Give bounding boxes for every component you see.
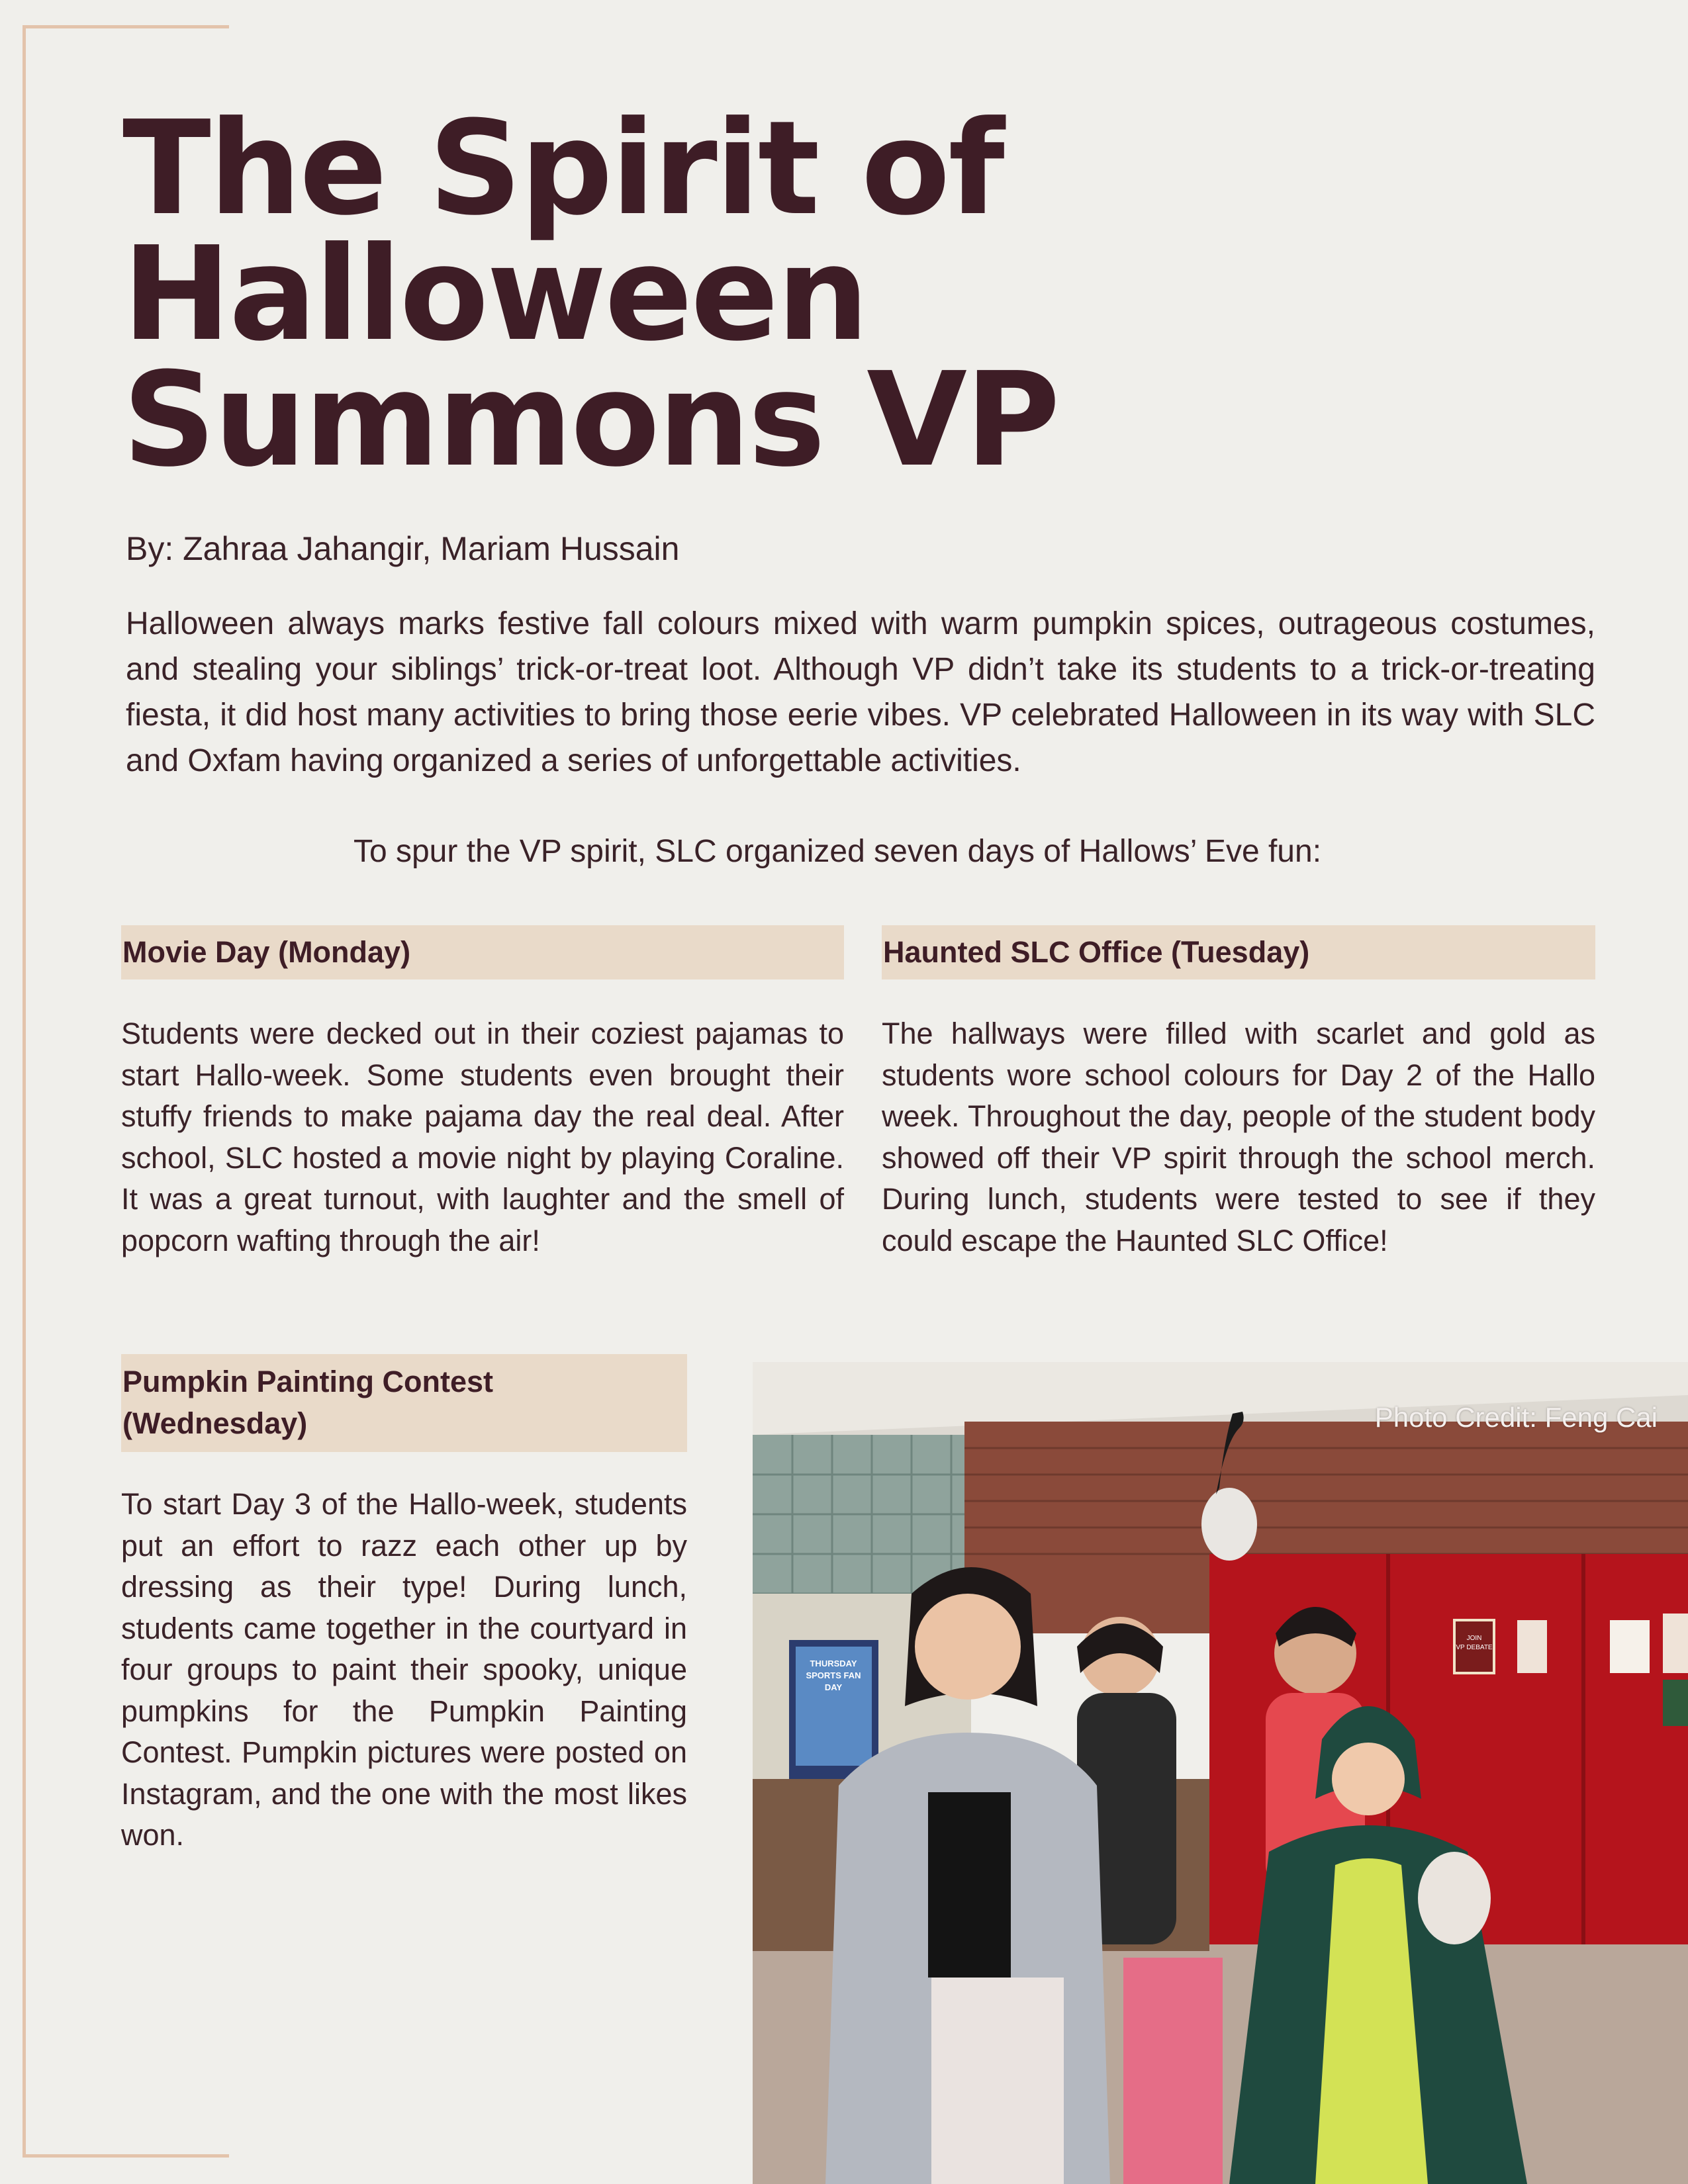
byline: By: Zahraa Jahangir, Mariam Hussain (126, 530, 680, 567)
poster-line-2: VP DEBATE (1456, 1644, 1493, 1651)
section-body-pumpkin-contest: To start Day 3 of the Hallo-week, students put an effort to razz each other up by dressing as their type! During lunch, students came together in the courtyard in four groups to paint their spooky, unique pumpkins for the Pumpkin Painting Contest. Pumpkin pictures were posted on Instagram, and the one with the most likes won. (121, 1487, 687, 1852)
tv-sign-line-3: DAY (824, 1682, 843, 1692)
section-heading-text: Movie Day (Monday) (122, 935, 411, 969)
section-heading-line-2: (Wednesday) (122, 1406, 308, 1440)
tv-sign-line-1: THURSDAY (810, 1659, 857, 1668)
photo-credit: Photo Credit: Feng Cai (1374, 1402, 1658, 1433)
section-heading-text: Haunted SLC Office (Tuesday) (883, 935, 1310, 969)
section-heading-movie-day (121, 925, 844, 979)
section-heading-pumpkin-contest (121, 1354, 687, 1452)
tv-sign-line-2: SPORTS FAN (806, 1670, 861, 1680)
title-line-3: Summons VP (122, 345, 1058, 496)
title-line-2: Halloween (122, 219, 867, 370)
intro-paragraph: Halloween always marks festive fall colours mixed with warm pumpkin spices, outrageous costumes, and stealing your siblings’ trick-or-treat loot. Although VP didn’t take its students to a trick-or-treating fiesta, it did host many activities to bring those eerie vibes. VP celebrated Halloween in its way with SLC and Oxfam having organized a series of unforgettable activities. (126, 606, 1595, 778)
poster-line-1: JOIN (1466, 1635, 1482, 1642)
intro-centered-line: To spur the VP spirit, SLC organized seven days of Hallows’ Eve fun: (353, 834, 1322, 869)
section-heading-line-1: Pumpkin Painting Contest (122, 1365, 494, 1398)
title-line-1: The Spirit of (122, 93, 1003, 244)
article-title (122, 93, 1380, 496)
section-body-haunted-office: The hallways were filled with scarlet and gold as students wore school colours for Day 2 of the Hallo week. Throughout the day, people of the student body showed off their VP spirit through the school merch. During lunch, students were tested to see if they could escape the Haunted SLC Office! (882, 1017, 1595, 1257)
event-photo (753, 1362, 1688, 2184)
frame-top-line (23, 25, 229, 28)
frame-bottom-line (23, 2154, 229, 2158)
section-body-movie-day: Students were decked out in their coziest pajamas to start Hallo-week. Some students even brought their stuffy friends to make pajama day the real deal. After school, SLC hosted a movie night by playing Coraline. It was a great turnout, with laughter and the smell of popcorn wafting through the air! (121, 1017, 844, 1257)
section-heading-haunted-office (882, 925, 1595, 979)
frame-left-line (23, 25, 26, 2158)
